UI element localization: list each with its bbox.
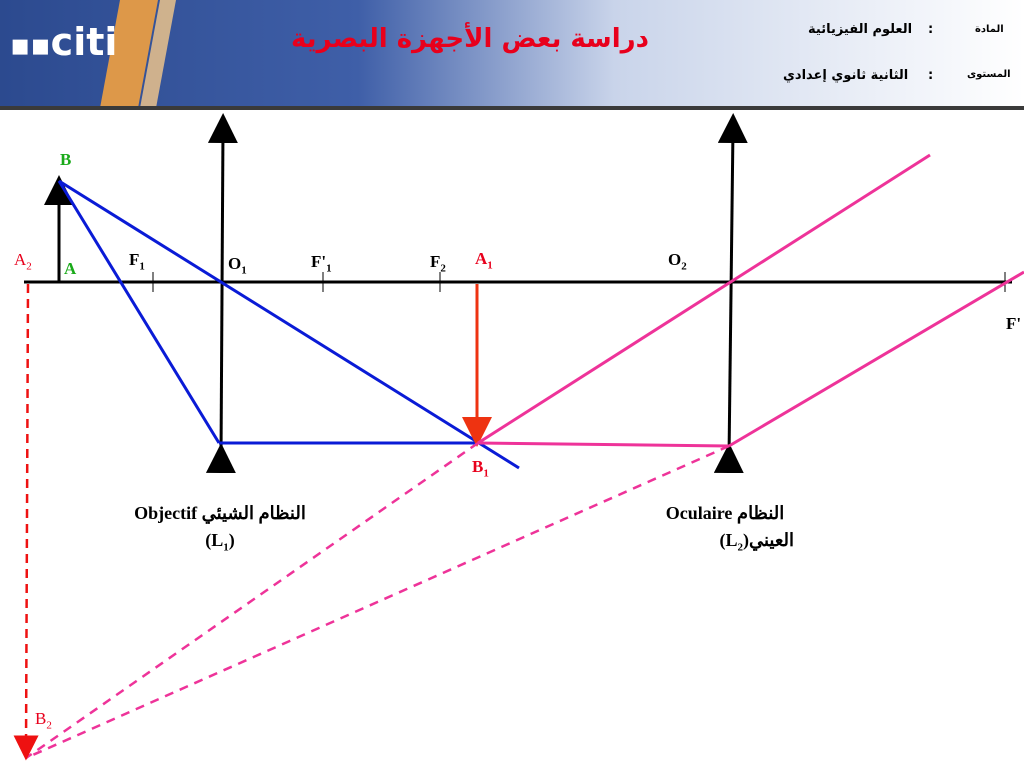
ray-b1-to-l2: [478, 443, 729, 446]
objective-caption: [110, 503, 330, 554]
ray-b-through-f1: [59, 181, 219, 443]
image-a2b2: [26, 284, 28, 748]
ray-emergent-parallel: [729, 272, 1024, 446]
label-fp2: F': [1006, 314, 1022, 333]
level-value: الثانية ثانوي إعدادي: [783, 68, 909, 83]
subject-value: العلوم الفيزيائية: [808, 22, 913, 37]
logo-squares-icon: ▪▪: [10, 28, 51, 63]
logo-text: citi: [50, 20, 118, 64]
objective-caption-line2: $(L_1)$: [205, 530, 235, 554]
lens-l1: [221, 128, 223, 458]
label-b: B: [60, 150, 72, 169]
page-title: دراسة بعض الأجهزة البصرية: [291, 24, 649, 54]
label-o2: $O_2$: [668, 250, 687, 273]
label-fp1: $F'_1$: [311, 252, 332, 275]
label-b2: $B_2$: [35, 709, 52, 732]
label-a1: $A_1$: [475, 249, 493, 272]
ray-b-through-o1: [59, 181, 519, 468]
label-o1: $O_1$: [228, 254, 247, 277]
ocular-caption-line2: $(L_2)العيني$: [719, 530, 794, 554]
virtual-ray-2: [26, 446, 729, 758]
label-a2: $A_2$: [14, 250, 32, 273]
label-f1: $F_1$: [129, 250, 145, 273]
objective-caption-line1: Objectif النظام الشيئي: [134, 503, 306, 523]
virtual-ray-1: [26, 443, 478, 758]
label-f2: $F_2$: [430, 252, 446, 275]
label-b1: $B_1$: [472, 457, 489, 480]
level-label: المستوى: [967, 69, 1011, 80]
level-colon: :: [928, 68, 934, 83]
subject-label: المادة: [975, 24, 1004, 35]
lens-l2: [729, 128, 733, 458]
ocular-caption-line1: Oculaire النظام: [665, 503, 785, 523]
ocular-caption: [640, 503, 810, 554]
ray-b1-through-o2: [478, 155, 930, 443]
subject-colon: :: [928, 22, 934, 37]
label-a: A: [64, 259, 77, 278]
